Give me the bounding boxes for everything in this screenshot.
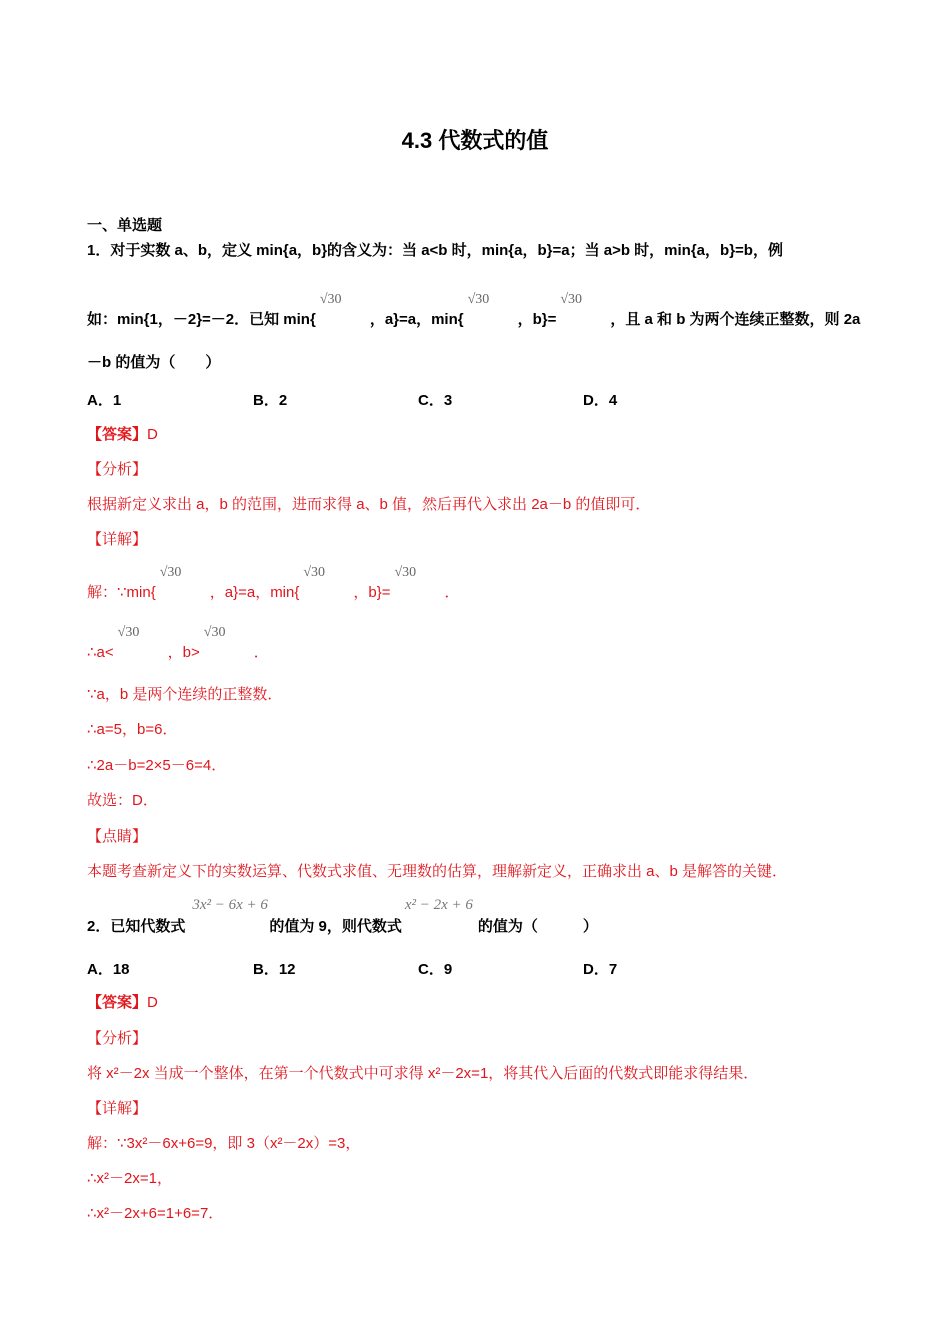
q1-detail-line1 — [87, 565, 460, 603]
q2-stem-part: 已知代数式 — [110, 918, 186, 935]
q1-detail-line5: ∴2a－b=2×5－6=4． — [87, 757, 227, 774]
q2-stem-part: 的值为 9，则代数式 — [269, 918, 402, 935]
q2-stem-part: 的值为（ ） — [477, 918, 598, 935]
q1-stem-part: ，a}=a，min{ — [369, 311, 464, 328]
section-heading: 一、单选题 — [87, 217, 163, 234]
sqrt30-formula: √30 — [303, 565, 326, 580]
q1-stem-line2 — [87, 292, 861, 330]
detail-part: ． — [253, 644, 269, 661]
answer-value: D — [147, 426, 158, 443]
detail-part: ，b> — [167, 644, 200, 661]
answer-label: 【答案】 — [87, 426, 148, 443]
detail-part: ，a}=a，min{ — [209, 584, 300, 601]
q1-analysis-label: 【分析】 — [87, 461, 148, 478]
q1-stem-line1 — [87, 241, 783, 261]
q1-comment-label: 【点睛】 — [87, 828, 148, 845]
q2-detail-line1: 解：∵3x²－6x+6=9，即 3（x²－2x）=3， — [87, 1135, 361, 1152]
detail-part: ∴a< — [87, 644, 114, 661]
q2-stem — [87, 897, 598, 937]
q2-answer — [87, 993, 158, 1013]
q2-number: 2． — [87, 918, 111, 935]
q1-detail-line4: ∴a=5，b=6． — [87, 721, 178, 738]
detail-part: 解：∵min{ — [87, 584, 156, 601]
q2-analysis-text: 将 x²－2x 当成一个整体，在第一个代数式中可求得 x²－2x=1，将其代入后面的代数式即能求得结果． — [87, 1065, 759, 1082]
q1-stem-part: ，且 a 和 b 为两个连续正整数，则 2a — [610, 311, 861, 328]
q1-stem-line3: －b 的值为（ ） — [87, 354, 221, 371]
answer-value: D — [147, 994, 158, 1011]
answer-label: 【答案】 — [87, 994, 148, 1011]
q1-option-c: C．3 — [418, 392, 453, 409]
q2-detail-line2: ∴x²－2x=1， — [87, 1170, 172, 1187]
sqrt30-formula: √30 — [560, 292, 583, 307]
q1-option-d: D．4 — [583, 392, 618, 409]
q2-option-c: C．9 — [418, 961, 453, 978]
q2-analysis-label: 【分析】 — [87, 1030, 148, 1047]
formula-x2-2x-6: x² − 2x + 6 — [404, 897, 473, 913]
q1-option-b: B．2 — [253, 392, 288, 409]
q2-option-a: A．18 — [87, 961, 130, 978]
q1-stem-part: 如：min{1，－2}=－2．已知 min{ — [87, 311, 316, 328]
sqrt30-formula: √30 — [117, 625, 140, 640]
q1-detail-line2 — [87, 625, 269, 663]
q1-analysis-text: 根据新定义求出 a，b 的范围，进而求得 a、b 值，然后再代入求出 2a－b 的值即可． — [87, 496, 651, 513]
page-title: 4.3 代数式的值 — [401, 128, 549, 153]
q1-detail-line6: 故选：D． — [87, 792, 158, 809]
q2-detail-label: 【详解】 — [87, 1100, 148, 1117]
q1-stem-text1: 对于实数 a、b，定义 min{a，b}的含义为：当 a<b 时，min{a，b}=a；当 a>b 时，min{a，b}=b，例 — [110, 242, 783, 259]
q1-comment-text: 本题考查新定义下的实数运算、代数式求值、无理数的估算，理解新定义，正确求出 a、b 是解答的关键． — [87, 863, 788, 880]
q2-option-b: B．12 — [253, 961, 296, 978]
q1-option-a: A．1 — [87, 392, 122, 409]
formula-3x2-6x-6: 3x² − 6x + 6 — [192, 897, 268, 913]
sqrt30-formula: √30 — [319, 292, 342, 307]
q2-option-d: D．7 — [583, 961, 618, 978]
sqrt30-formula: √30 — [203, 625, 226, 640]
sqrt30-formula: √30 — [159, 565, 182, 580]
q1-number: 1． — [87, 242, 111, 259]
q1-detail-label: 【详解】 — [87, 531, 148, 548]
q1-detail-line3: ∵a，b 是两个连续的正整数． — [87, 686, 283, 703]
detail-part: ，b}= — [353, 584, 391, 601]
q2-detail-line3: ∴x²－2x+6=1+6=7． — [87, 1205, 224, 1222]
sqrt30-formula: √30 — [394, 565, 417, 580]
q1-answer — [87, 425, 158, 445]
detail-part: ． — [444, 584, 460, 601]
sqrt30-formula: √30 — [467, 292, 490, 307]
q1-stem-part: ，b}= — [517, 311, 557, 328]
